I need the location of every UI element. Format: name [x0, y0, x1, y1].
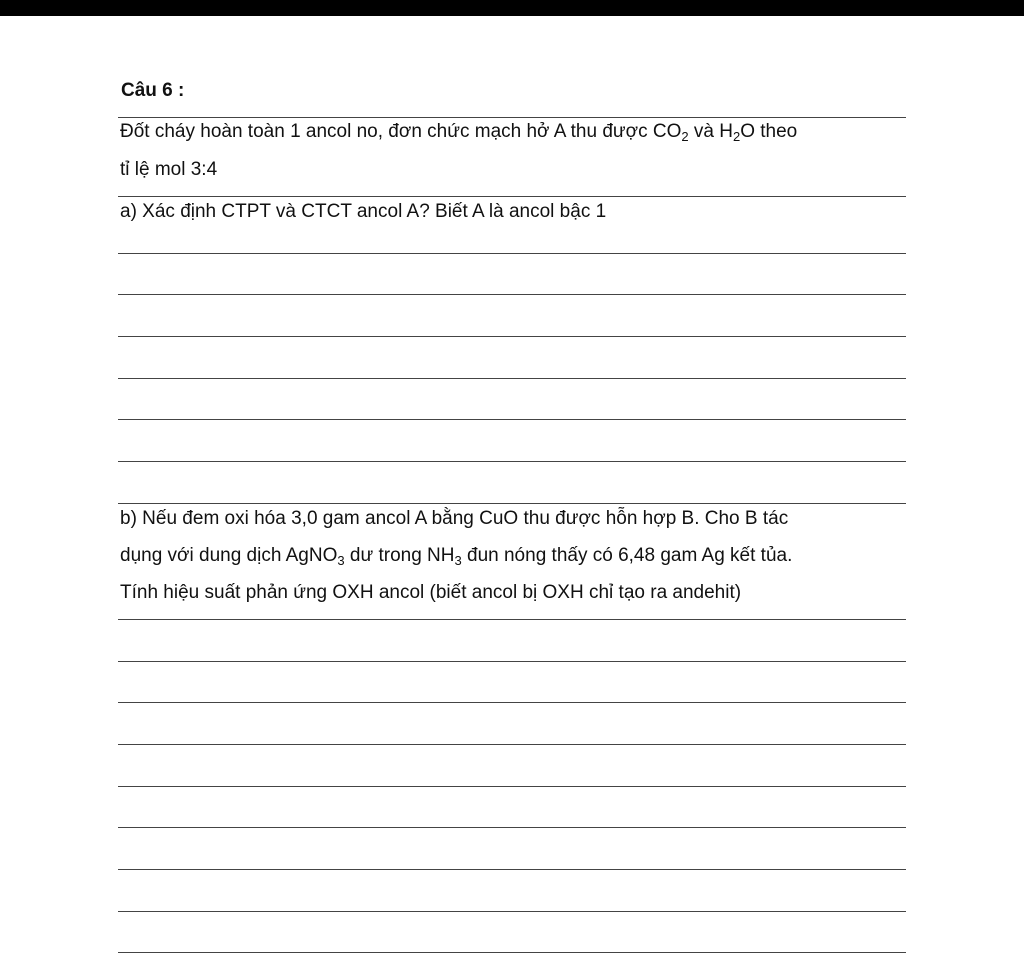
answer-line: [118, 744, 906, 745]
answer-line: [118, 461, 906, 462]
answer-line: [118, 702, 906, 703]
answer-line: [118, 253, 906, 254]
answer-line: [118, 952, 906, 953]
answer-line: [118, 869, 906, 870]
answer-line: [118, 419, 906, 420]
answer-line: [118, 336, 906, 337]
answer-line: [118, 911, 906, 912]
answer-line: [118, 619, 906, 620]
answer-line: [118, 827, 906, 828]
answer-line: [118, 294, 906, 295]
intro-line-2: tỉ lệ mol 3:4: [120, 159, 218, 180]
top-black-bar: [0, 0, 1024, 16]
question-title: Câu 6 :: [121, 80, 185, 101]
part-b-line-2: dụng với dung dịch AgNO$_3$ dư trong $NH_3$ đun nóng thấy có 6,48 gam Ag kết tủa.: [120, 545, 793, 568]
ruled-line: [118, 117, 906, 118]
answer-line: [118, 786, 906, 787]
part-a-text: a) Xác định CTPT và CTCT ancol A? Biết A là ancol bậc 1: [120, 201, 607, 222]
answer-line: [118, 378, 906, 379]
answer-line: [118, 503, 906, 504]
ruled-line: [118, 196, 906, 197]
part-b-line-1: b) Nếu đem oxi hóa 3,0 gam ancol A bằng CuO thu được hỗn hợp B. Cho B tác: [120, 508, 789, 529]
intro-line-1: Đốt cháy hoàn toàn 1 ancol no, đơn chức mạch hở A thu được $CO_2$ và $H_2O$ theo: [120, 121, 798, 144]
part-b-line-3: Tính hiệu suất phản ứng OXH ancol (biết ancol bị OXH chỉ tạo ra andehit): [120, 582, 742, 603]
answer-line: [118, 661, 906, 662]
